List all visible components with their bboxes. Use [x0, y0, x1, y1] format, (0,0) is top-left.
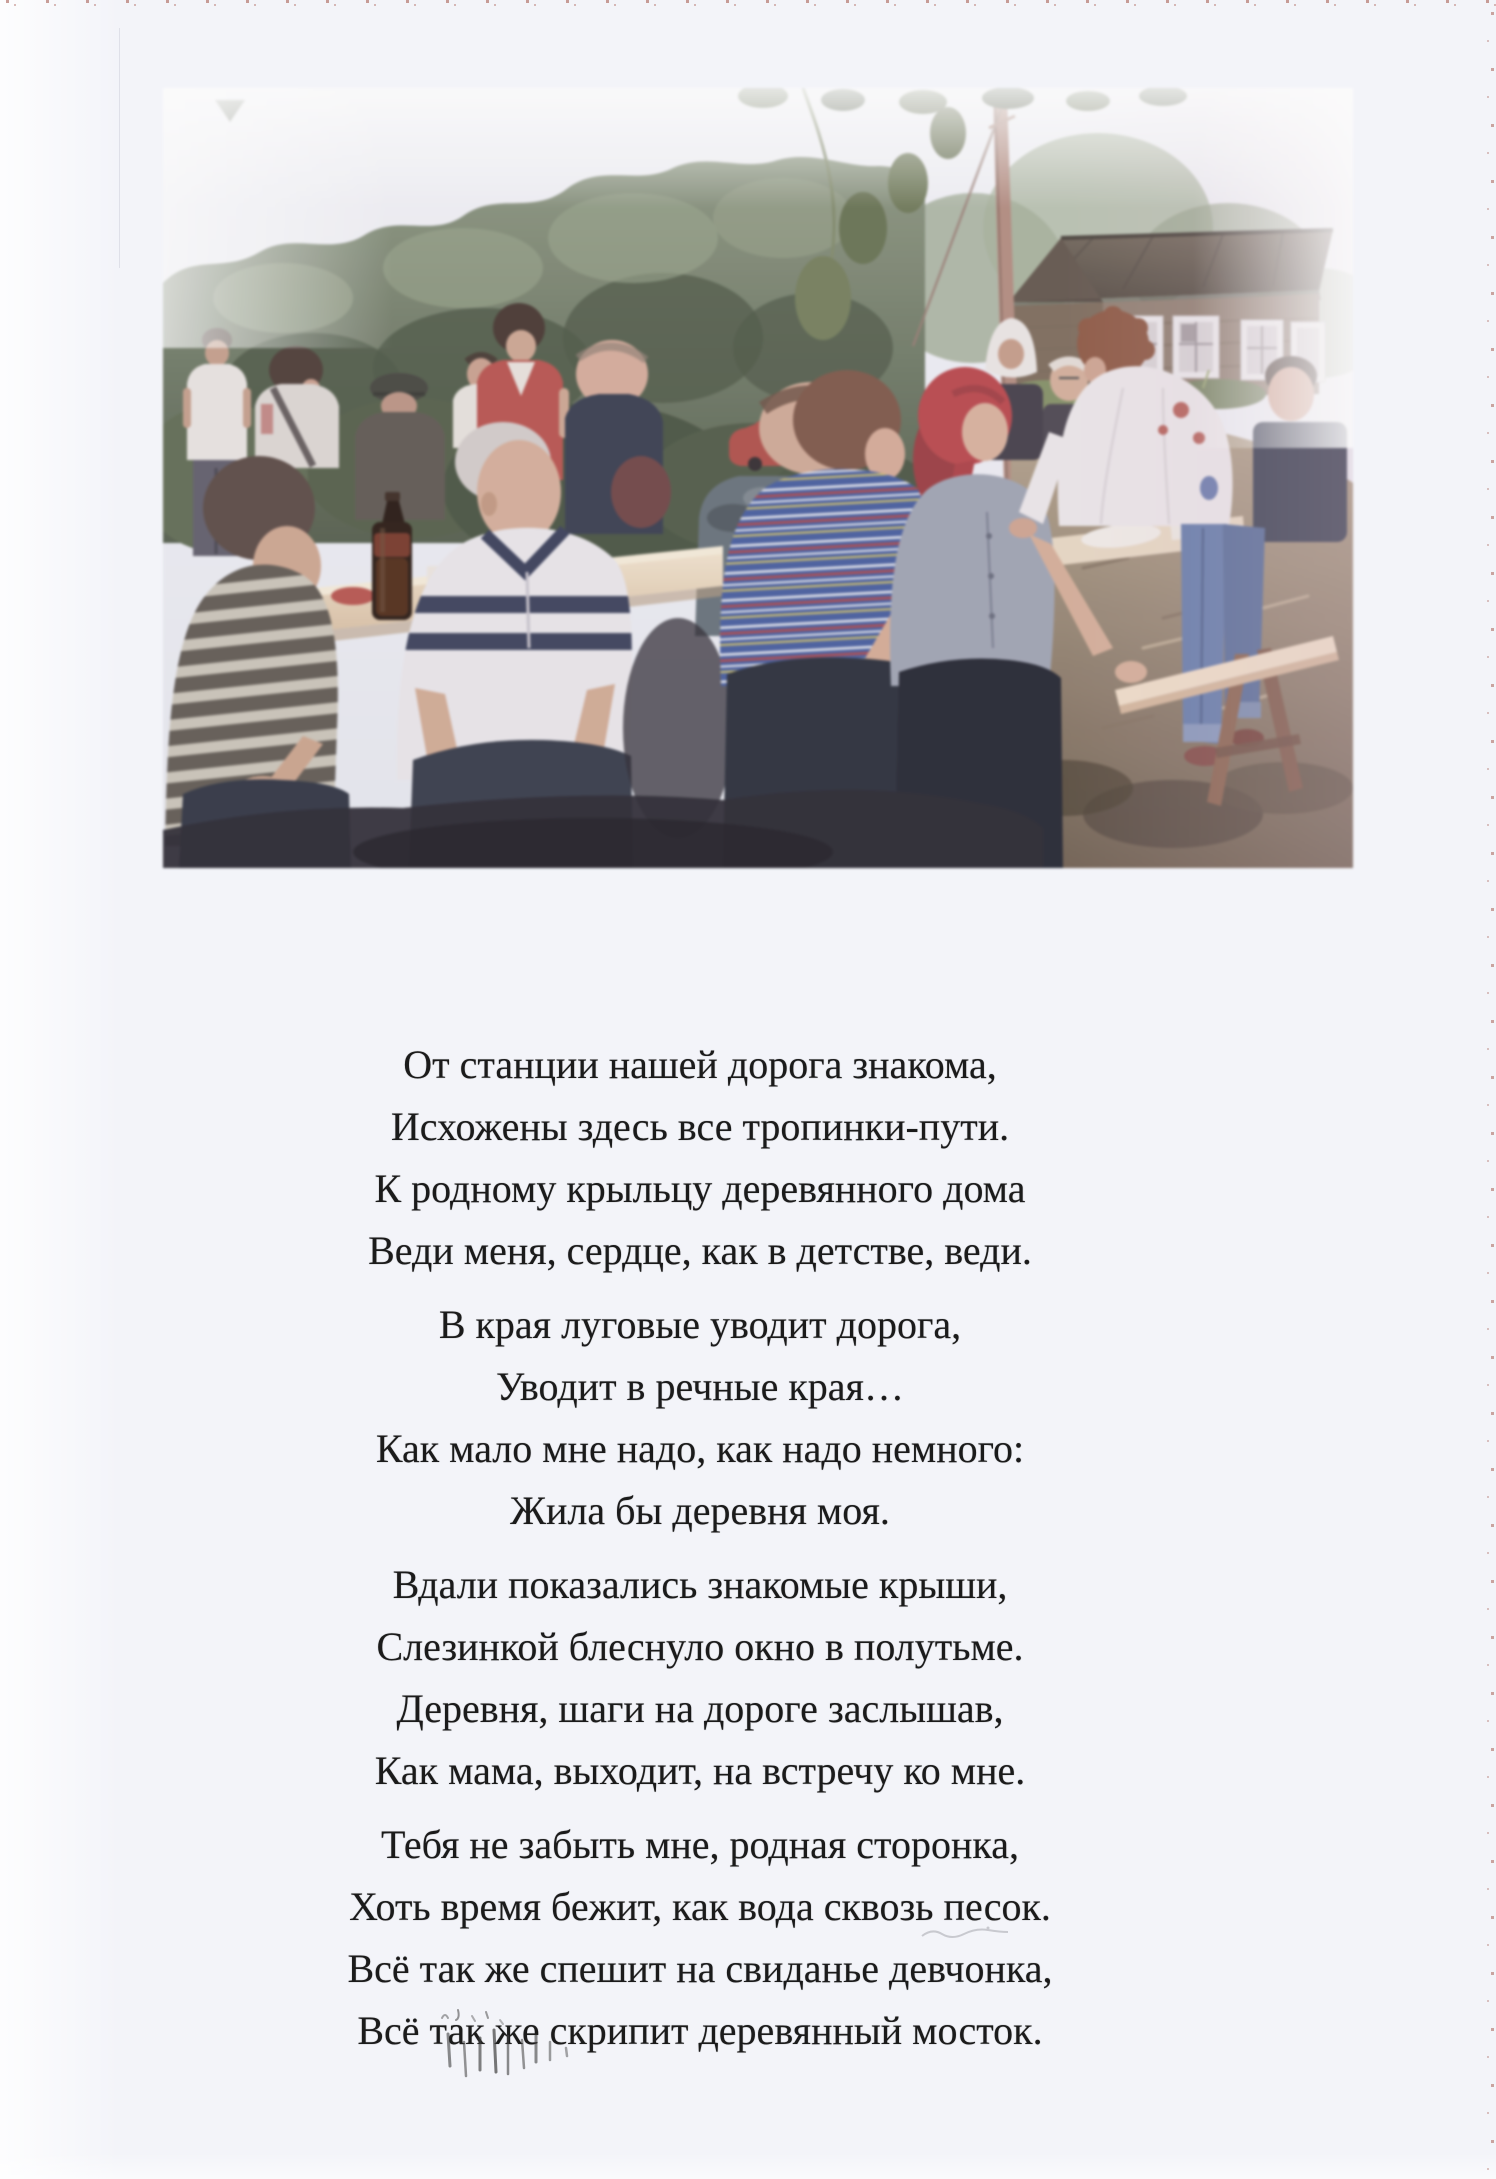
poem-stanza: [0, 1554, 1400, 1802]
photo-haze-overlays: [163, 88, 1353, 868]
scan-artifact-dots-top: [0, 0, 1496, 9]
poem-stanza: [0, 1814, 1400, 2062]
poem-line: Вдали показались знакомые крыши,: [392, 1562, 1008, 1607]
poem-line: От станции нашей дорога знакома,: [403, 1042, 997, 1087]
poem-line: Как мало мне надо, как надо немного:: [375, 1426, 1025, 1471]
poem-stanza: [0, 1034, 1400, 1282]
village-photo: [163, 88, 1353, 868]
poem-line: Слезинкой блеснуло окно в полутьме.: [376, 1624, 1024, 1669]
scan-bottom-paper-edge: [0, 2153, 1496, 2179]
poem-line: Всё так же спешит на свиданье девчонка,: [347, 1946, 1053, 1991]
poem-stanza: [0, 1294, 1400, 1542]
poem: [0, 1034, 1400, 2074]
scan-artifact-dots-right: [1487, 0, 1496, 2179]
faint-ink-smudge: [918, 1918, 1018, 1946]
poem-line: Хоть время бежит, как вода сквозь песок.: [349, 1884, 1051, 1929]
poem-line: Жила бы деревня моя.: [510, 1488, 890, 1533]
poem-line: К родному крыльцу деревянного дома: [374, 1166, 1026, 1211]
poem-line: Исхожены здесь все тропинки-пути.: [390, 1104, 1010, 1149]
handwritten-pencil-marks: [428, 2000, 608, 2092]
poem-line: Уводит в речные края…: [496, 1364, 904, 1409]
poem-line: В края луговые уводит дорога,: [438, 1302, 962, 1347]
poem-line: Тебя не забыть мне, родная сторонка,: [380, 1822, 1019, 1867]
photo-scene: [163, 88, 1353, 868]
poem-line: Всё так же скрипит деревянный мосток.: [357, 2008, 1043, 2053]
poem-line: Как мама, выходит, на встречу ко мне.: [374, 1748, 1026, 1793]
poem-line: Деревня, шаги на дороге заслышав,: [396, 1686, 1004, 1731]
scan-left-edge-line: [119, 28, 120, 268]
poem-line: Веди меня, сердце, как в детстве, веди.: [368, 1228, 1032, 1273]
